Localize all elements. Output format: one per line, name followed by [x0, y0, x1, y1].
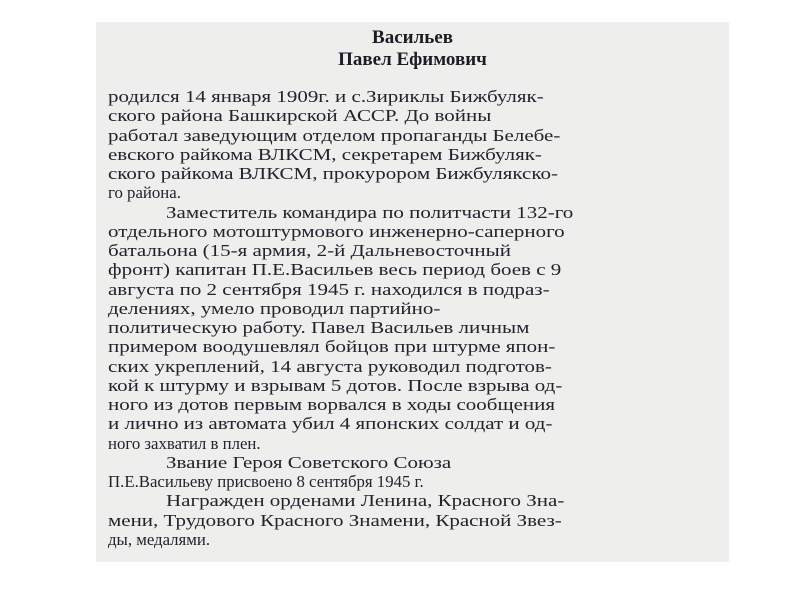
text-line: ды, медалями.	[108, 529, 211, 549]
text-line: делениях, умело проводил партийно-	[108, 298, 441, 318]
text-line: ного из дотов первым ворвался в ходы сообщения	[108, 395, 556, 414]
text-line: фронт) капитан П.Е.Васильев весь период боев с 9	[108, 260, 562, 280]
text-line: ского райкома ВЛКСМ, прокурором Бижбулякско-	[108, 164, 558, 183]
scanned-document	[96, 22, 729, 562]
text-line: ного захватил в плен.	[108, 433, 261, 453]
text-line: го района.	[108, 183, 181, 203]
text-line: Звание Героя Советского Союза	[166, 452, 452, 472]
text-line: отдельного мотоштурмового инженерно-саперного	[108, 221, 565, 241]
text-line: кой к штурму и взрывам 5 дотов. После взрыва од-	[108, 375, 563, 395]
text-line: П.Е.Васильеву присвоено 8 сентября 1945 г.	[108, 472, 424, 491]
text-line: августа по 2 сентября 1945 г. находился в подраз-	[108, 279, 550, 299]
text-line: ских укреплений, 14 августа руководил подготов-	[108, 356, 552, 376]
text-line: мени, Трудового Красного Знамени, Красной Звез-	[108, 510, 562, 530]
text-line: евского райкома ВЛКСМ, секретарем Бижбуляк-	[108, 144, 542, 164]
text-line: батальона (15-я армия, 2-й Дальневосточный	[108, 241, 511, 260]
hero-surname: Васильев	[372, 27, 453, 48]
text-line: политическую работу. Павел Васильев личным	[108, 318, 530, 337]
text-line: и лично из автомата убил 4 японских солдат и од-	[108, 414, 553, 434]
hero-name: Павел Ефимович	[338, 49, 487, 70]
text-line: Награжден орденами Ленина, Красного Зна-	[166, 491, 565, 511]
text-line: родился 14 января 1909г. и с.Зириклы Бижбуляк-	[108, 87, 544, 106]
text-line: примером воодушевлял бойцов при штурме япон-	[108, 337, 556, 357]
text-line: ского района Башкирской АССР. До войны	[108, 106, 492, 126]
text-line: Заместитель командира по политчасти 132-го	[166, 202, 574, 222]
text-line: работал заведующим отделом пропаганды Белебе-	[108, 125, 561, 145]
